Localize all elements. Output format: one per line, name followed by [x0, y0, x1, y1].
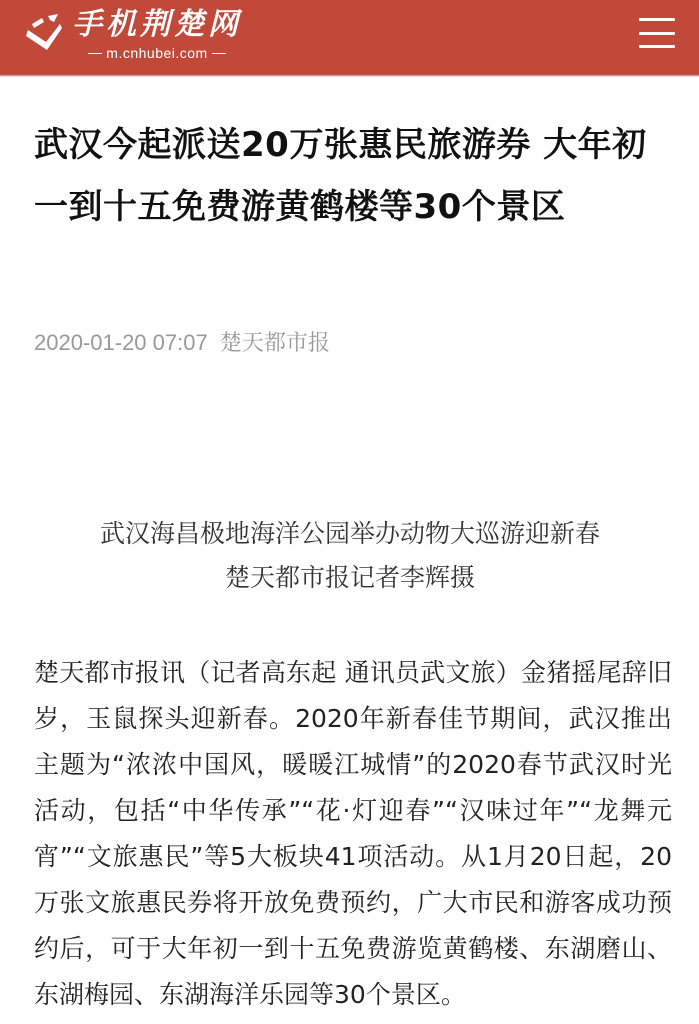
- menu-bar-top: [639, 18, 675, 21]
- caption-line-2: 楚天都市报记者李辉摄: [224, 563, 475, 592]
- site-logo[interactable]: [24, 6, 242, 62]
- menu-bar-bottom: [639, 45, 675, 48]
- header-shadow: [0, 74, 699, 77]
- logo-url: m.cnhubei.com: [84, 44, 229, 62]
- article-body: 楚天都市报讯（记者高东起 通讯员武文旅）金猪摇尾辞旧岁，玉鼠探头迎新春。2020年新春佳节期间，武汉推出主题为“浓浓中国风，暖暖江城情”的2020春节武汉时光活动，包括“中华传承”“花·灯迎春”“汉味过年”“龙舞元宵”“文旅惠民”等5大板块41项活动。从1月20日起，20万张文旅惠民券将开放免费预约，广大市民和游客成功预约后，可于大年初一到十五免费游览黄鹤楼、东湖磨山、东湖梅园、东湖海洋乐园等30个景区。: [34, 658, 672, 1009]
- publish-date: 2020-01-20 07:07: [34, 330, 208, 355]
- hamburger-menu-icon[interactable]: [639, 18, 675, 48]
- article-source[interactable]: 楚天都市报: [219, 330, 330, 355]
- logo-title: 手机荆楚网: [72, 7, 242, 42]
- logo-text: [72, 6, 242, 62]
- image-caption: [20, 512, 680, 600]
- article-meta: [34, 328, 330, 358]
- caption-line-1: 武汉海昌极地海洋公园举办动物大巡游迎新春: [99, 519, 600, 548]
- menu-bar-middle: [639, 32, 675, 35]
- article-title: 武汉今起派送20万张惠民旅游券 大年初一到十五免费游黄鹤楼等30个景区: [34, 125, 647, 227]
- site-header: [0, 0, 699, 74]
- cnhubei-logo-icon: [24, 10, 64, 58]
